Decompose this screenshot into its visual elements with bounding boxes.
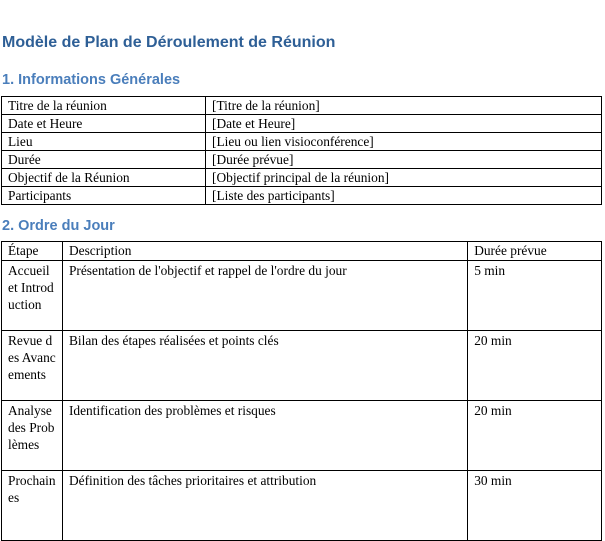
table-row <box>2 331 602 401</box>
info-value[interactable]: [Durée prévue] <box>206 151 602 169</box>
agenda-duration[interactable]: 5 min <box>468 261 602 331</box>
table-row <box>2 151 602 169</box>
table-row <box>2 133 602 151</box>
table-header-row <box>2 242 602 261</box>
table-row <box>2 187 602 205</box>
table-row <box>2 169 602 187</box>
agenda-duration[interactable]: 30 min <box>468 471 602 541</box>
table-row <box>2 471 602 541</box>
table-row <box>2 261 602 331</box>
agenda-description[interactable]: Identification des problèmes et risques <box>62 401 467 471</box>
agenda-duration[interactable]: 20 min <box>468 331 602 401</box>
agenda-description[interactable]: Bilan des étapes réalisées et points clés <box>62 331 467 401</box>
table-row <box>2 115 602 133</box>
general-info-table <box>1 96 602 205</box>
agenda-description[interactable]: Définition des tâches prioritaires et attribution <box>62 471 467 541</box>
table-row <box>2 97 602 115</box>
section-heading-general-info: 1. Informations Générales <box>2 72 181 88</box>
column-header-duration: Durée prévue <box>468 242 602 261</box>
info-label: Lieu <box>2 133 206 151</box>
info-label: Participants <box>2 187 206 205</box>
agenda-step[interactable]: Prochaines <box>2 471 63 541</box>
info-value[interactable]: [Lieu ou lien visioconférence] <box>206 133 602 151</box>
section-heading-agenda: 2. Ordre du Jour <box>2 218 115 234</box>
info-label: Objectif de la Réunion <box>2 169 206 187</box>
table-row <box>2 401 602 471</box>
agenda-step[interactable]: Revue des Avancements <box>2 331 63 401</box>
column-header-step: Étape <box>2 242 63 261</box>
info-label: Titre de la réunion <box>2 97 206 115</box>
info-label: Date et Heure <box>2 115 206 133</box>
column-header-description: Description <box>62 242 467 261</box>
agenda-description[interactable]: Présentation de l'objectif et rappel de l'ordre du jour <box>62 261 467 331</box>
agenda-step[interactable]: Accueil et Introduction <box>2 261 63 331</box>
agenda-table <box>1 241 602 541</box>
info-value[interactable]: [Titre de la réunion] <box>206 97 602 115</box>
info-label: Durée <box>2 151 206 169</box>
info-value[interactable]: [Objectif principal de la réunion] <box>206 169 602 187</box>
info-value[interactable]: [Liste des participants] <box>206 187 602 205</box>
info-value[interactable]: [Date et Heure] <box>206 115 602 133</box>
agenda-step[interactable]: Analyse des Problèmes <box>2 401 63 471</box>
agenda-duration[interactable]: 20 min <box>468 401 602 471</box>
document-title: Modèle de Plan de Déroulement de Réunion <box>2 34 336 51</box>
